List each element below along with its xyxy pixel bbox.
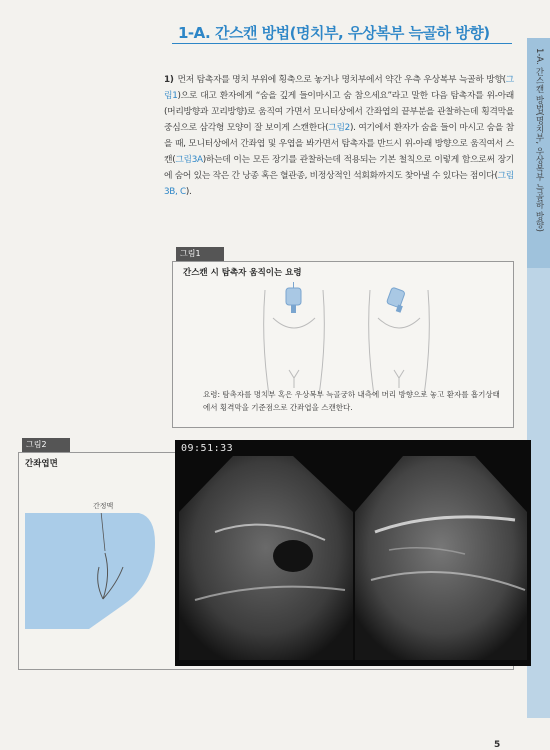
body-text-part-5: ). [185, 187, 192, 197]
figure-ref-3bc[interactable]: 그림3B, C [164, 171, 514, 197]
body-paragraph [164, 72, 514, 200]
body-text-part-3: ). 여기에서 환자가 숨을 들이 마시고 숨을 참을 때, 모니터상에서 간좌엽 및 우엽을 봐가면서 탐촉자를 반드시 위-아래 방향으로 움직여서 스캔( [164, 123, 514, 165]
figure2-title: 간좌엽면 [25, 459, 58, 469]
ultrasound-image [175, 440, 531, 666]
body-text-part-2: )으로 대고 환자에게 “숨을 깊게 들이마시고 숨 참으세요”라고 말한 다음 탐촉자를 위-아래(머리방향과 꼬리방향)로 움직여 가면서 모니터상에서 간좌엽의 끝부분을 관찰하는데 횡격막을 중심으로 삼각형 모양이 잘 보이게 스캔한다( [164, 91, 514, 133]
figure1-tag: 그림1 [176, 247, 224, 261]
item-number: 1) [164, 75, 174, 85]
figure1-caption: 요령: 탐촉자를 명치부 혹은 우상복부 늑골궁하 내측에 머리 방향으로 놓고 환자를 흡기상태에서 횡격막을 기준점으로 간좌엽을 스캔한다. [203, 390, 500, 412]
probe-left-icon [286, 282, 301, 313]
figure-ref-3a[interactable]: 그림3A [175, 155, 203, 165]
figure1-panel [172, 261, 514, 428]
probe-right-icon [386, 287, 405, 313]
liver-diagram [19, 513, 159, 633]
figure1-title: 간스캔 시 탐촉자 움직이는 요령 [183, 268, 302, 278]
side-tab-label: 1-A. 간스캔 방법(명치부, 우상복부 늑골하 방향) [534, 48, 544, 232]
hepatic-vein-label: 간정맥 [93, 502, 114, 510]
body-text-part-4: )하는데 이는 모든 장기를 관찰하는데 적용되는 기본 철칙으로 이렇게 함으로써 장기에 숨어 있는 작은 간 낭종 혹은 혈관종, 비정상적인 석회화까지도 찾아낼 수 있다는 점이다( [164, 155, 514, 181]
torso-illustration [173, 280, 513, 400]
body-text-part-1: 먼저 탐촉자를 명치 부위에 횡축으로 놓거나 명치부에서 약간 우측 우상복부 늑골하 방향( [177, 75, 506, 85]
figure-ref-2[interactable]: 그림2 [328, 123, 350, 133]
ultrasound-scan-graphic [175, 440, 531, 666]
page-number: 5 [494, 740, 501, 750]
ultrasound-timestamp: 09:51:33 [181, 443, 234, 454]
figure-ref-1[interactable]: 그림1 [164, 75, 514, 101]
section-title: 1-A. 간스캔 방법(명치부, 우상복부 늑골하 방향) [178, 24, 490, 42]
title-divider [172, 43, 512, 44]
figure2-tag: 그림2 [22, 438, 70, 452]
